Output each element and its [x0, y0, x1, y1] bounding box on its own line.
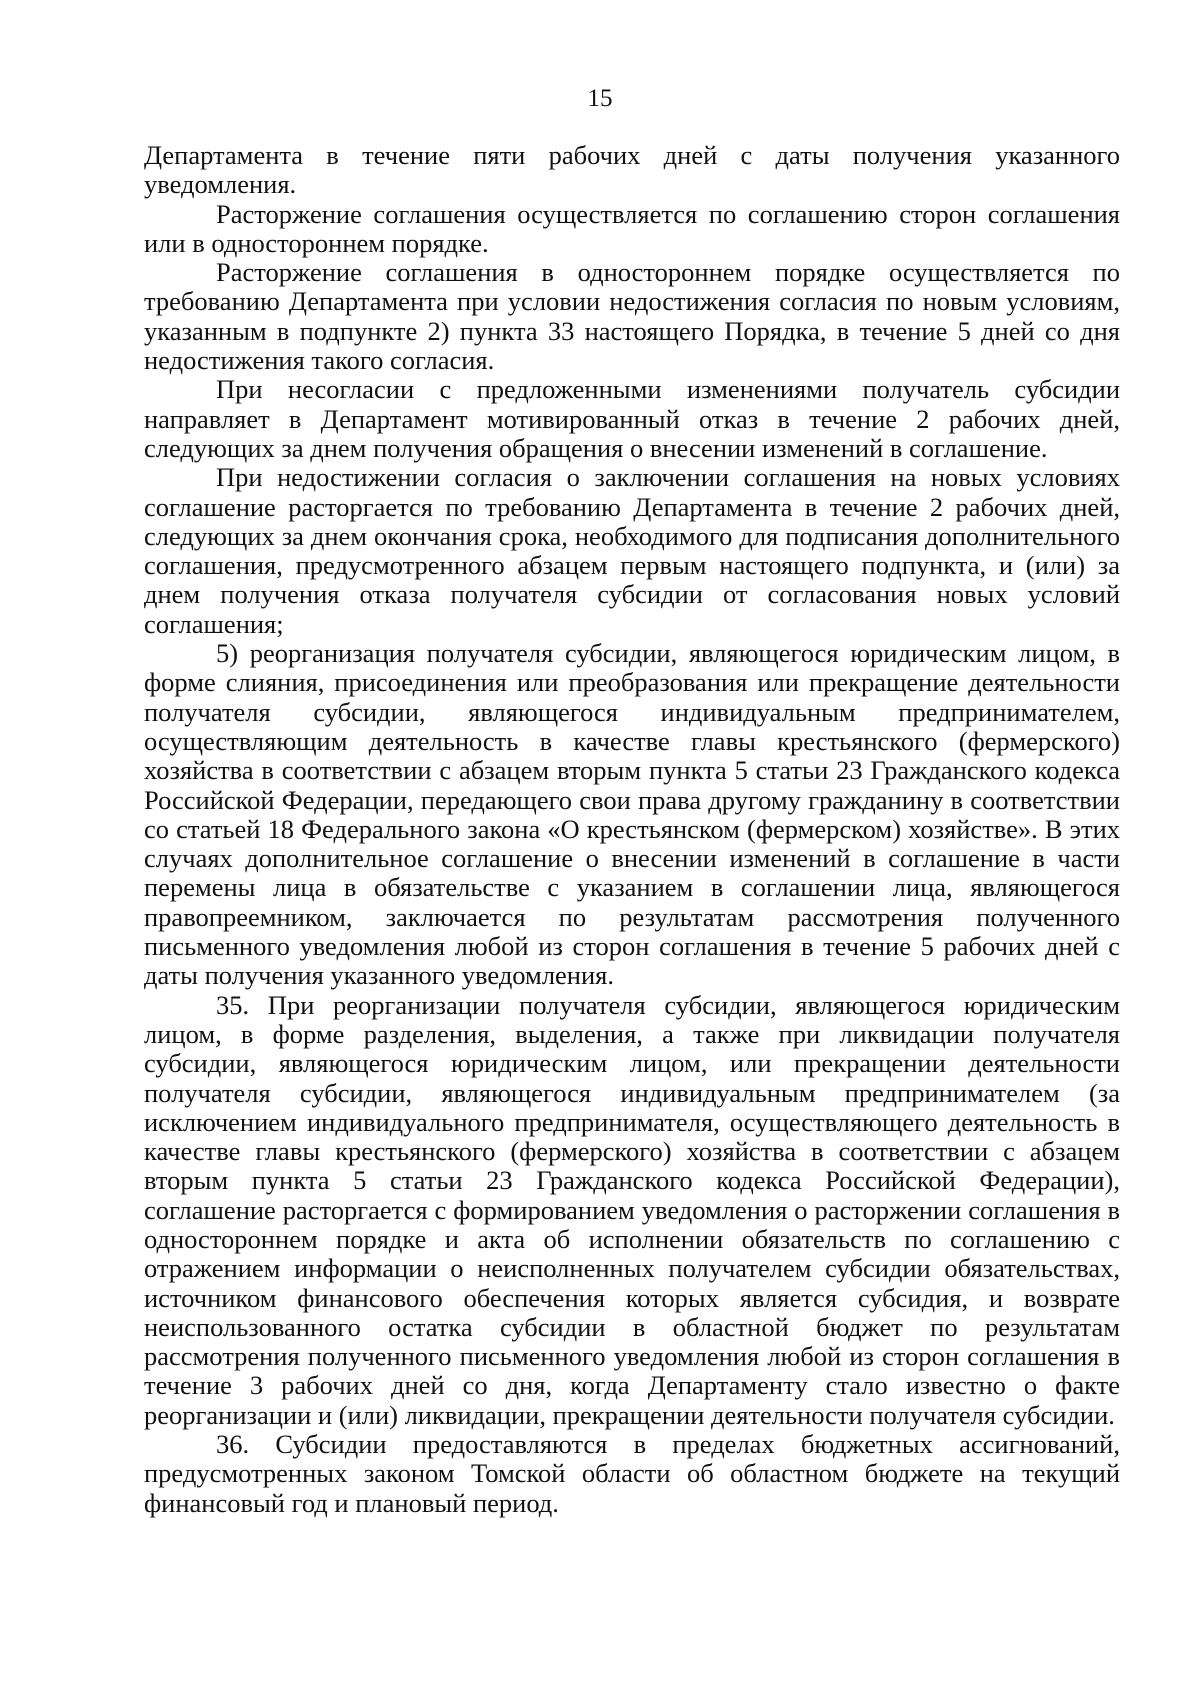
page-number: 15: [587, 85, 613, 112]
paragraph-item-35: 35. При реорганизации получателя субсидии, являющегося юридическим лицом, в форме разделения, выделения, а также при ликвидации получателя субсидии, являющегося юридическим лицом, или прекращении деятельности получателя субсидии, являющегося индивидуальным предпринимателем (за исключением индивидуального предпринимателя, осуществляющего деятельность в качестве главы крестьянского (фермерского) хозяйства в соответствии с абзацем вторым пункта 5 статьи 23 Гражданского кодекса Российской Федерации), соглашение расторгается с формированием уведомления о расторжении соглашения в одностороннем порядке и акта об исполнении обязательств по соглашению с отражением информации о неисполненных получателем субсидии обязательствах, источником финансового обеспечения которых является субсидия, и возврате неиспользованного остатка субсидии в областной бюджет по результатам рассмотрения полученного письменного уведомления любой из сторон соглашения в течение 3 рабочих дней со дня, когда Департаменту стало известно о факте реорганизации и (или) ликвидации, прекращении деятельности получателя субсидии.: [144, 989, 1120, 1430]
paragraph-disagreement: При несогласии с предложенными изменениями получатель субсидии направляет в Департамент мотивированный отказ в течение 2 рабочих дней, следующих за днем получения обращения о внесении изменений в соглашение.: [144, 374, 1120, 463]
paragraph-unilateral-termination: Расторжение соглашения в одностороннем порядке осуществляется по требованию Департамента при условии недостижения согласия по новым условиям, указанным в подпункте 2) пункта 33 настоящего Порядка, в течение 5 дней со дня недостижения такого согласия.: [144, 257, 1120, 376]
paragraph-subitem-5: 5) реорганизация получателя субсидии, являющегося юридическим лицом, в форме слияния, присоединения или преобразования или прекращение деятельности получателя субсидии, являющегося индивидуальным предпринимателем, осуществляющим деятельность в качестве главы крестьянского (фермерского) хозяйства в соответствии с абзацем вторым пункта 5 статьи 23 Гражданского кодекса Российской Федерации, передающего свои права другому гражданину в соответствии со статьей 18 Федерального закона «О крестьянском (фермерском) хозяйстве». В этих случаях дополнительное соглашение о внесении изменений в соглашение в части перемены лица в обязательстве с указанием в соглашении лица, являющегося правопреемником, заключается по результатам рассмотрения полученного письменного уведомления любой из сторон соглашения в течение 5 рабочих дней с даты получения указанного уведомления.: [144, 638, 1120, 991]
paragraph-continuation: Департамента в течение пяти рабочих дней с даты получения указанного уведомления.: [144, 140, 1120, 200]
paragraph-no-agreement: При недостижении согласия о заключении соглашения на новых условиях соглашение расторгается по требованию Департамента в течение 2 рабочих дней, следующих за днем окончания срока, необходимого для подписания дополнительного соглашения, предусмотренного абзацем первым настоящего подпункта, и (или) за днем получения отказа получателя субсидии от согласования новых условий соглашения;: [144, 462, 1120, 639]
paragraph-item-36: 36. Субсидии предоставляются в пределах бюджетных ассигнований, предусмотренных законом Томской области об областном бюджете на текущий финансовый год и плановый период.: [144, 1429, 1120, 1518]
paragraph-termination-mode: Расторжение соглашения осуществляется по соглашению сторон соглашения или в одностороннем порядке.: [144, 198, 1120, 258]
document-body: [144, 141, 1120, 1518]
